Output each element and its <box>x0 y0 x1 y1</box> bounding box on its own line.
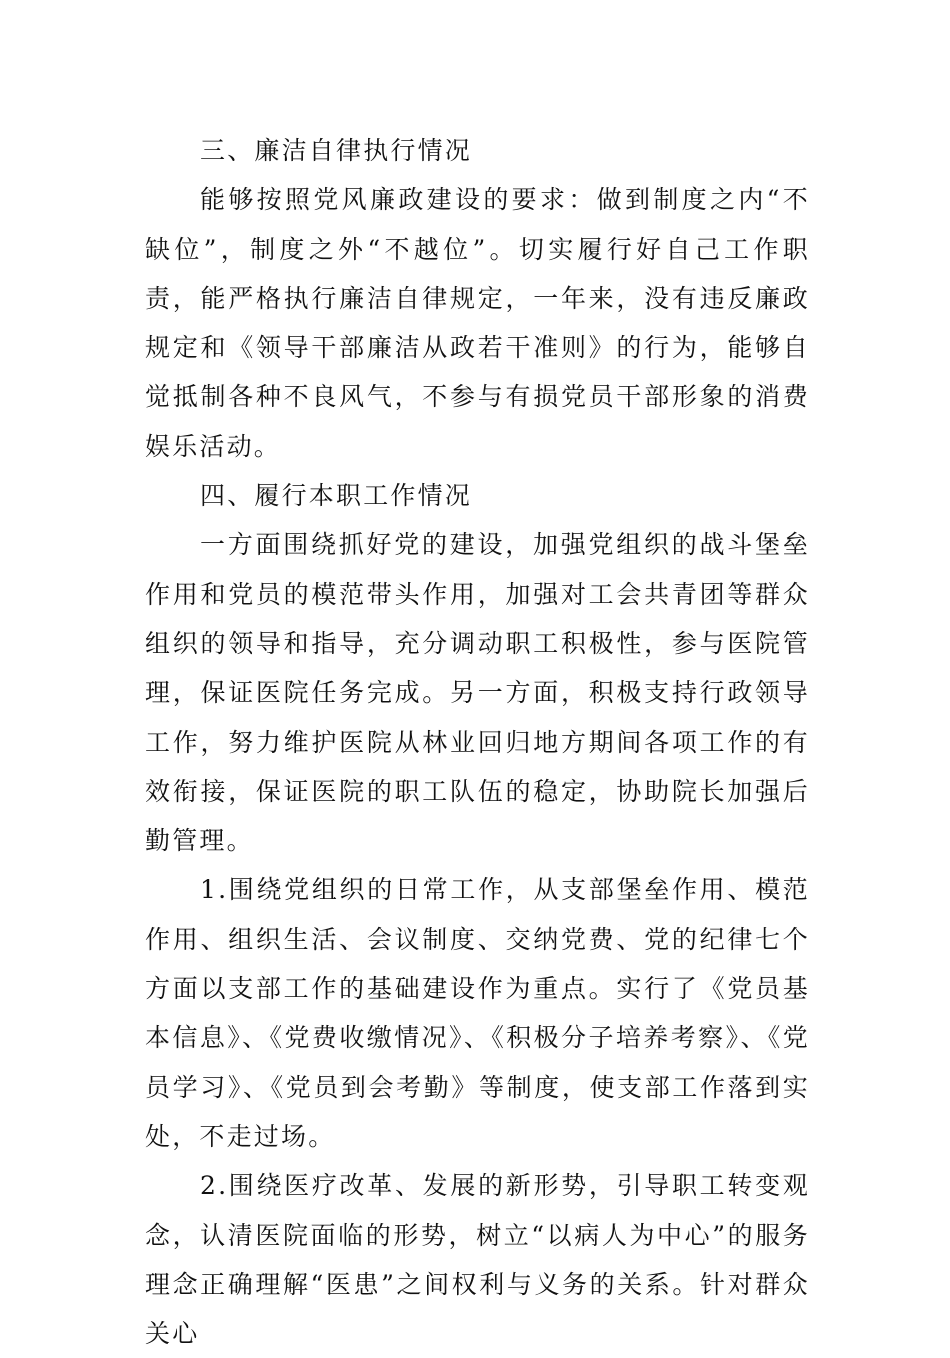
document-body <box>145 126 810 1358</box>
section-heading-duties: 四、履行本职工作情况 <box>200 481 473 511</box>
paragraph-duties: 一方面围绕抓好党的建设，加强党组织的战斗堡垒作用和党员的模范带头作用，加强对工会共青团等群众组织的领导和指导，充分调动职工积极性，参与医院管理，保证医院任务完成。另一方面，积极支持行政领导工作，努力维护医院从林业回归地方期间各项工作的有效衔接，保证医院的职工队伍的稳定，协助院长加强后勤管理。 <box>145 530 810 856</box>
paragraph-item-2: 2.围绕医疗改革、发展的新形势，引导职工转变观念，认清医院面临的形势，树立“以病人为中心”的服务理念正确理解“医患”之间权利与义务的关系。针对群众关心 <box>145 1171 810 1349</box>
section-heading-integrity: 三、廉洁自律执行情况 <box>200 136 473 165</box>
paragraph-item-1: 1.围绕党组织的日常工作，从支部堡垒作用、模范作用、组织生活、会议制度、交纳党费、党的纪律七个方面以支部工作的基础建设作为重点。实行了《党员基本信息》、《党费收缴情况》、《积极分子培养考察》、《党员学习》、《党员到会考勤》等制度，使支部工作落到实处，不走过场。 <box>145 875 810 1151</box>
paragraph-integrity: 能够按照党风廉政建设的要求：做到制度之内“不缺位”，制度之外“不越位”。切实履行好自己工作职责，能严格执行廉洁自律规定，一年来，没有违反廉政规定和《领导干部廉洁从政若干准则》的行为，能够自觉抵制各种不良风气，不参与有损党员干部形象的消费娱乐活动。 <box>145 185 810 461</box>
